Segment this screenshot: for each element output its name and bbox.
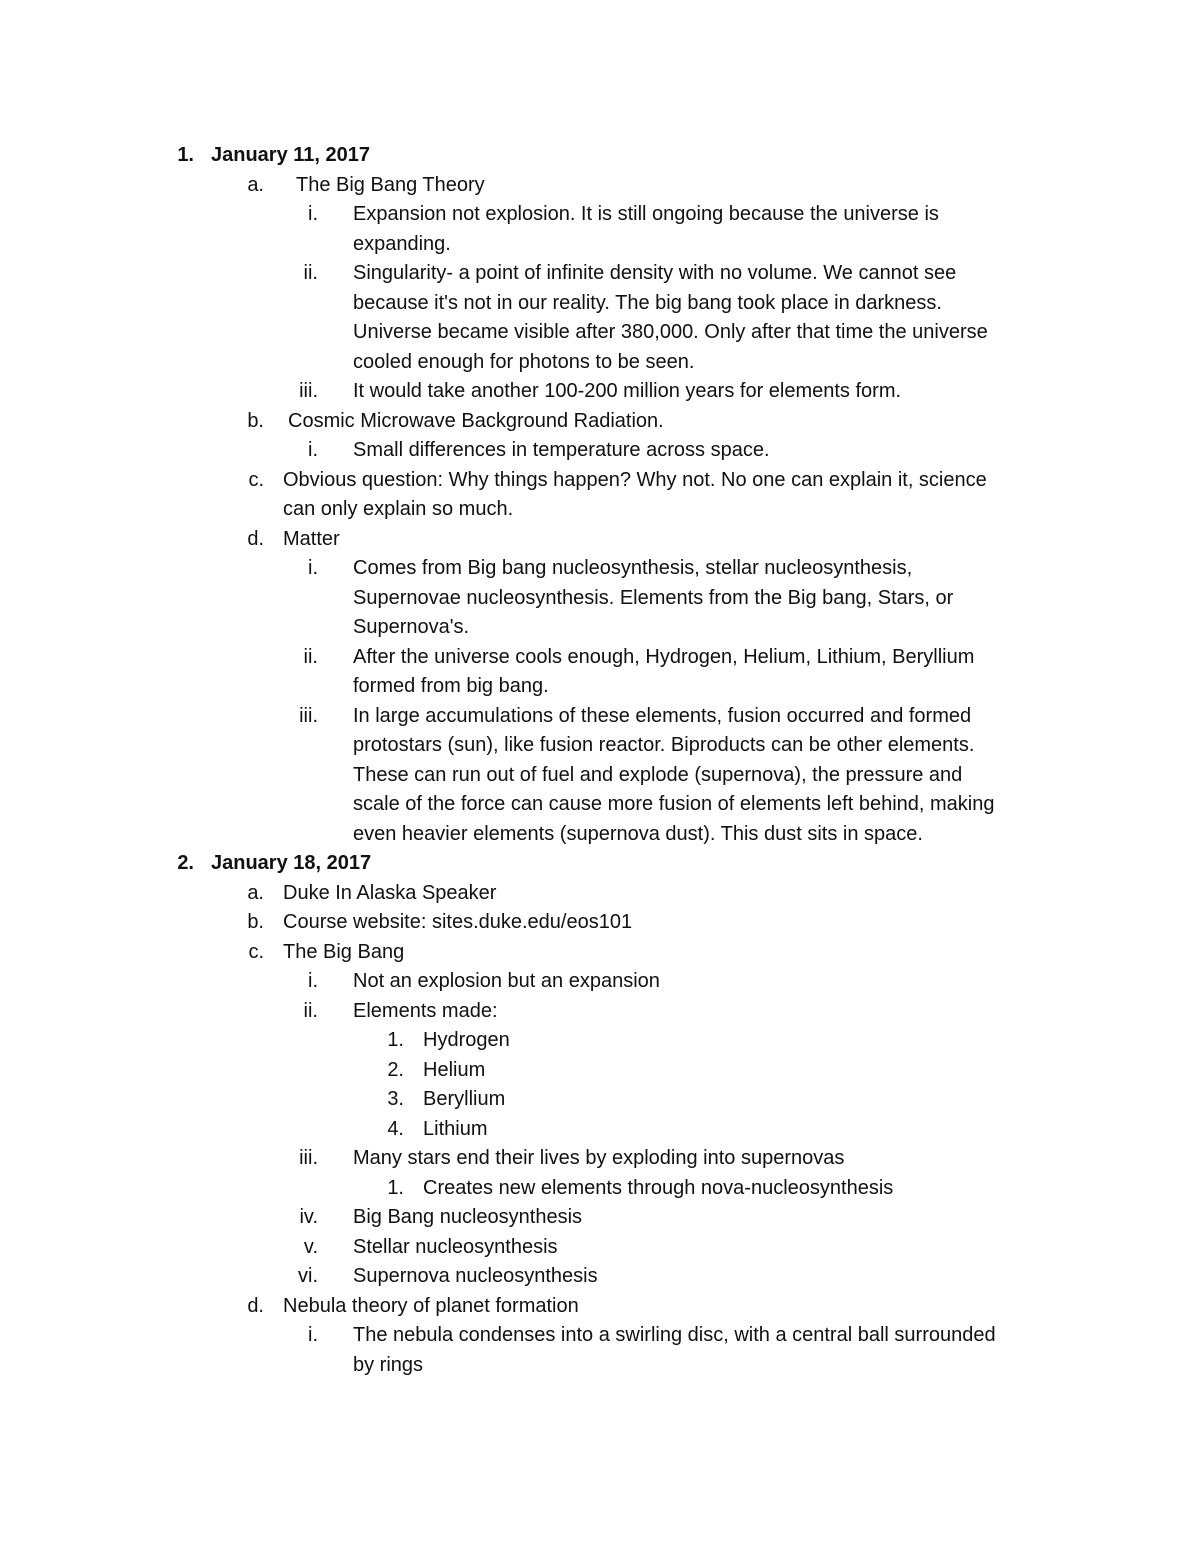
- list-item: [0, 1174, 1200, 1204]
- list-item: [0, 377, 1200, 407]
- list-item-continuation: [0, 318, 1200, 348]
- list-marker: ii.: [303, 645, 318, 668]
- list-item-text: Stellar nucleosynthesis: [353, 1235, 558, 1258]
- list-item: [0, 466, 1200, 496]
- list-item-continuation: [0, 672, 1200, 702]
- list-item-text: Obvious question: Why things happen? Why not. No one can explain it, science: [283, 468, 987, 491]
- list-item-text: because it's not in our reality. The big bang took place in darkness.: [353, 291, 942, 314]
- list-item: [0, 1321, 1200, 1351]
- list-item-text: Beryllium: [423, 1088, 506, 1110]
- list-item-text: Cosmic Microwave Background Radiation.: [288, 409, 664, 432]
- list-item-text: cooled enough for photons to be seen.: [353, 350, 695, 373]
- list-item-text: Singularity- a point of infinite density with no volume. We cannot see: [353, 262, 957, 284]
- list-item: [0, 259, 1200, 289]
- list-marker: 1.: [387, 1176, 404, 1199]
- section-heading: [0, 849, 1200, 879]
- list-item-continuation: [0, 790, 1200, 820]
- list-item-text: Creates new elements through nova-nucleosynthesis: [423, 1176, 894, 1199]
- list-item-text: These can run out of fuel and explode (supernova), the pressure and: [353, 763, 963, 786]
- list-marker: a.: [247, 881, 264, 904]
- list-marker: d.: [247, 527, 264, 550]
- list-item-text: It would take another 100-200 million years for elements form.: [353, 380, 902, 402]
- section-date: January 11, 2017: [211, 144, 371, 166]
- list-item-text: Matter: [283, 527, 340, 550]
- list-marker: c.: [248, 940, 264, 963]
- list-marker: a.: [247, 173, 264, 196]
- list-marker: 4.: [387, 1117, 404, 1140]
- list-item: [0, 1292, 1200, 1322]
- list-item: [0, 171, 1200, 201]
- list-item: [0, 702, 1200, 732]
- list-item-text: Big Bang nucleosynthesis: [353, 1206, 583, 1228]
- list-marker: 2.: [387, 1058, 404, 1081]
- list-item: [0, 407, 1200, 437]
- list-item-text: The nebula condenses into a swirling disc, with a central ball surrounded: [353, 1324, 996, 1346]
- list-item: [0, 1203, 1200, 1233]
- list-item-text: Small differences in temperature across space.: [353, 439, 770, 461]
- list-item-text: Lithium: [423, 1117, 488, 1140]
- list-item-continuation: [0, 230, 1200, 260]
- list-item-text: Universe became visible after 380,000. Only after that time the universe: [353, 321, 988, 343]
- list-item-continuation: [0, 584, 1200, 614]
- list-marker: c.: [248, 468, 264, 491]
- list-marker: iii.: [299, 380, 318, 402]
- list-marker: i.: [308, 557, 318, 579]
- list-item-text: can only explain so much.: [283, 498, 514, 520]
- list-item: [0, 1056, 1200, 1086]
- list-marker: iv.: [299, 1206, 318, 1228]
- list-item: [0, 967, 1200, 997]
- list-item: [0, 879, 1200, 909]
- list-item-text: In large accumulations of these elements, fusion occurred and formed: [353, 704, 972, 727]
- list-item-text: Many stars end their lives by exploding into supernovas: [353, 1147, 845, 1169]
- list-marker: 3.: [387, 1088, 404, 1110]
- list-item: [0, 938, 1200, 968]
- list-item-continuation: [0, 820, 1200, 850]
- list-item-continuation: [0, 731, 1200, 761]
- list-item: [0, 1144, 1200, 1174]
- list-item-continuation: [0, 289, 1200, 319]
- list-marker: i.: [308, 970, 318, 992]
- list-item: [0, 1115, 1200, 1145]
- list-item-text: Supernova's.: [353, 616, 470, 638]
- list-item-text: expanding.: [353, 232, 451, 255]
- list-item-text: even heavier elements (supernova dust). This dust sits in space.: [353, 822, 923, 845]
- list-item: [0, 200, 1200, 230]
- list-item: [0, 436, 1200, 466]
- list-item-text: After the universe cools enough, Hydrogen, Helium, Lithium, Beryllium: [353, 645, 975, 668]
- list-item: [0, 997, 1200, 1027]
- list-marker: 1.: [177, 144, 194, 166]
- list-item-text: formed from big bang.: [353, 675, 549, 697]
- document-page: [0, 141, 1200, 1380]
- list-item-text: The Big Bang: [283, 940, 405, 963]
- list-item: [0, 554, 1200, 584]
- list-marker: ii.: [303, 999, 318, 1022]
- list-item: [0, 643, 1200, 673]
- list-marker: i.: [308, 439, 318, 461]
- list-item-text: The Big Bang Theory: [296, 173, 485, 196]
- list-item-text: Comes from Big bang nucleosynthesis, stellar nucleosynthesis,: [353, 557, 913, 579]
- list-item-text: scale of the force can cause more fusion of elements left behind, making: [353, 793, 995, 815]
- list-item-text: Helium: [423, 1058, 486, 1081]
- list-item: [0, 1233, 1200, 1263]
- list-marker: b.: [247, 409, 264, 432]
- list-marker: i.: [308, 203, 318, 225]
- list-item: [0, 1026, 1200, 1056]
- list-marker: i.: [308, 1324, 318, 1346]
- list-item-text: Course website: sites.duke.edu/eos101: [283, 911, 633, 933]
- list-item-text: Duke In Alaska Speaker: [283, 881, 497, 904]
- list-marker: iii.: [299, 704, 318, 727]
- list-marker: 2.: [177, 852, 194, 874]
- list-item-text: Expansion not explosion. It is still ongoing because the universe is: [353, 203, 939, 225]
- list-item: [0, 1262, 1200, 1292]
- list-marker: iii.: [299, 1147, 318, 1169]
- list-item-text: Hydrogen: [423, 1029, 510, 1051]
- list-item-text: protostars (sun), like fusion reactor. Biproducts can be other elements.: [353, 734, 975, 756]
- list-item-text: Supernova nucleosynthesis: [353, 1265, 598, 1287]
- list-item-text: Supernovae nucleosynthesis. Elements from the Big bang, Stars, or: [353, 586, 954, 609]
- list-marker: vi.: [298, 1265, 318, 1287]
- list-item-text: by rings: [353, 1353, 424, 1376]
- list-item-text: Not an explosion but an expansion: [353, 970, 660, 992]
- list-item-continuation: [0, 495, 1200, 525]
- list-item: [0, 908, 1200, 938]
- section-heading: [0, 141, 1200, 171]
- list-item-text: Nebula theory of planet formation: [283, 1294, 579, 1317]
- list-item-continuation: [0, 1351, 1200, 1381]
- list-marker: d.: [247, 1294, 264, 1317]
- list-item: [0, 1085, 1200, 1115]
- list-item-continuation: [0, 613, 1200, 643]
- list-marker: ii.: [303, 262, 318, 284]
- list-item: [0, 525, 1200, 555]
- list-marker: b.: [247, 911, 264, 933]
- section-date: January 18, 2017: [211, 852, 372, 874]
- list-item-continuation: [0, 348, 1200, 378]
- list-item-text: Elements made:: [353, 999, 498, 1022]
- list-item-continuation: [0, 761, 1200, 791]
- list-marker: v.: [303, 1235, 318, 1258]
- list-marker: 1.: [387, 1029, 404, 1051]
